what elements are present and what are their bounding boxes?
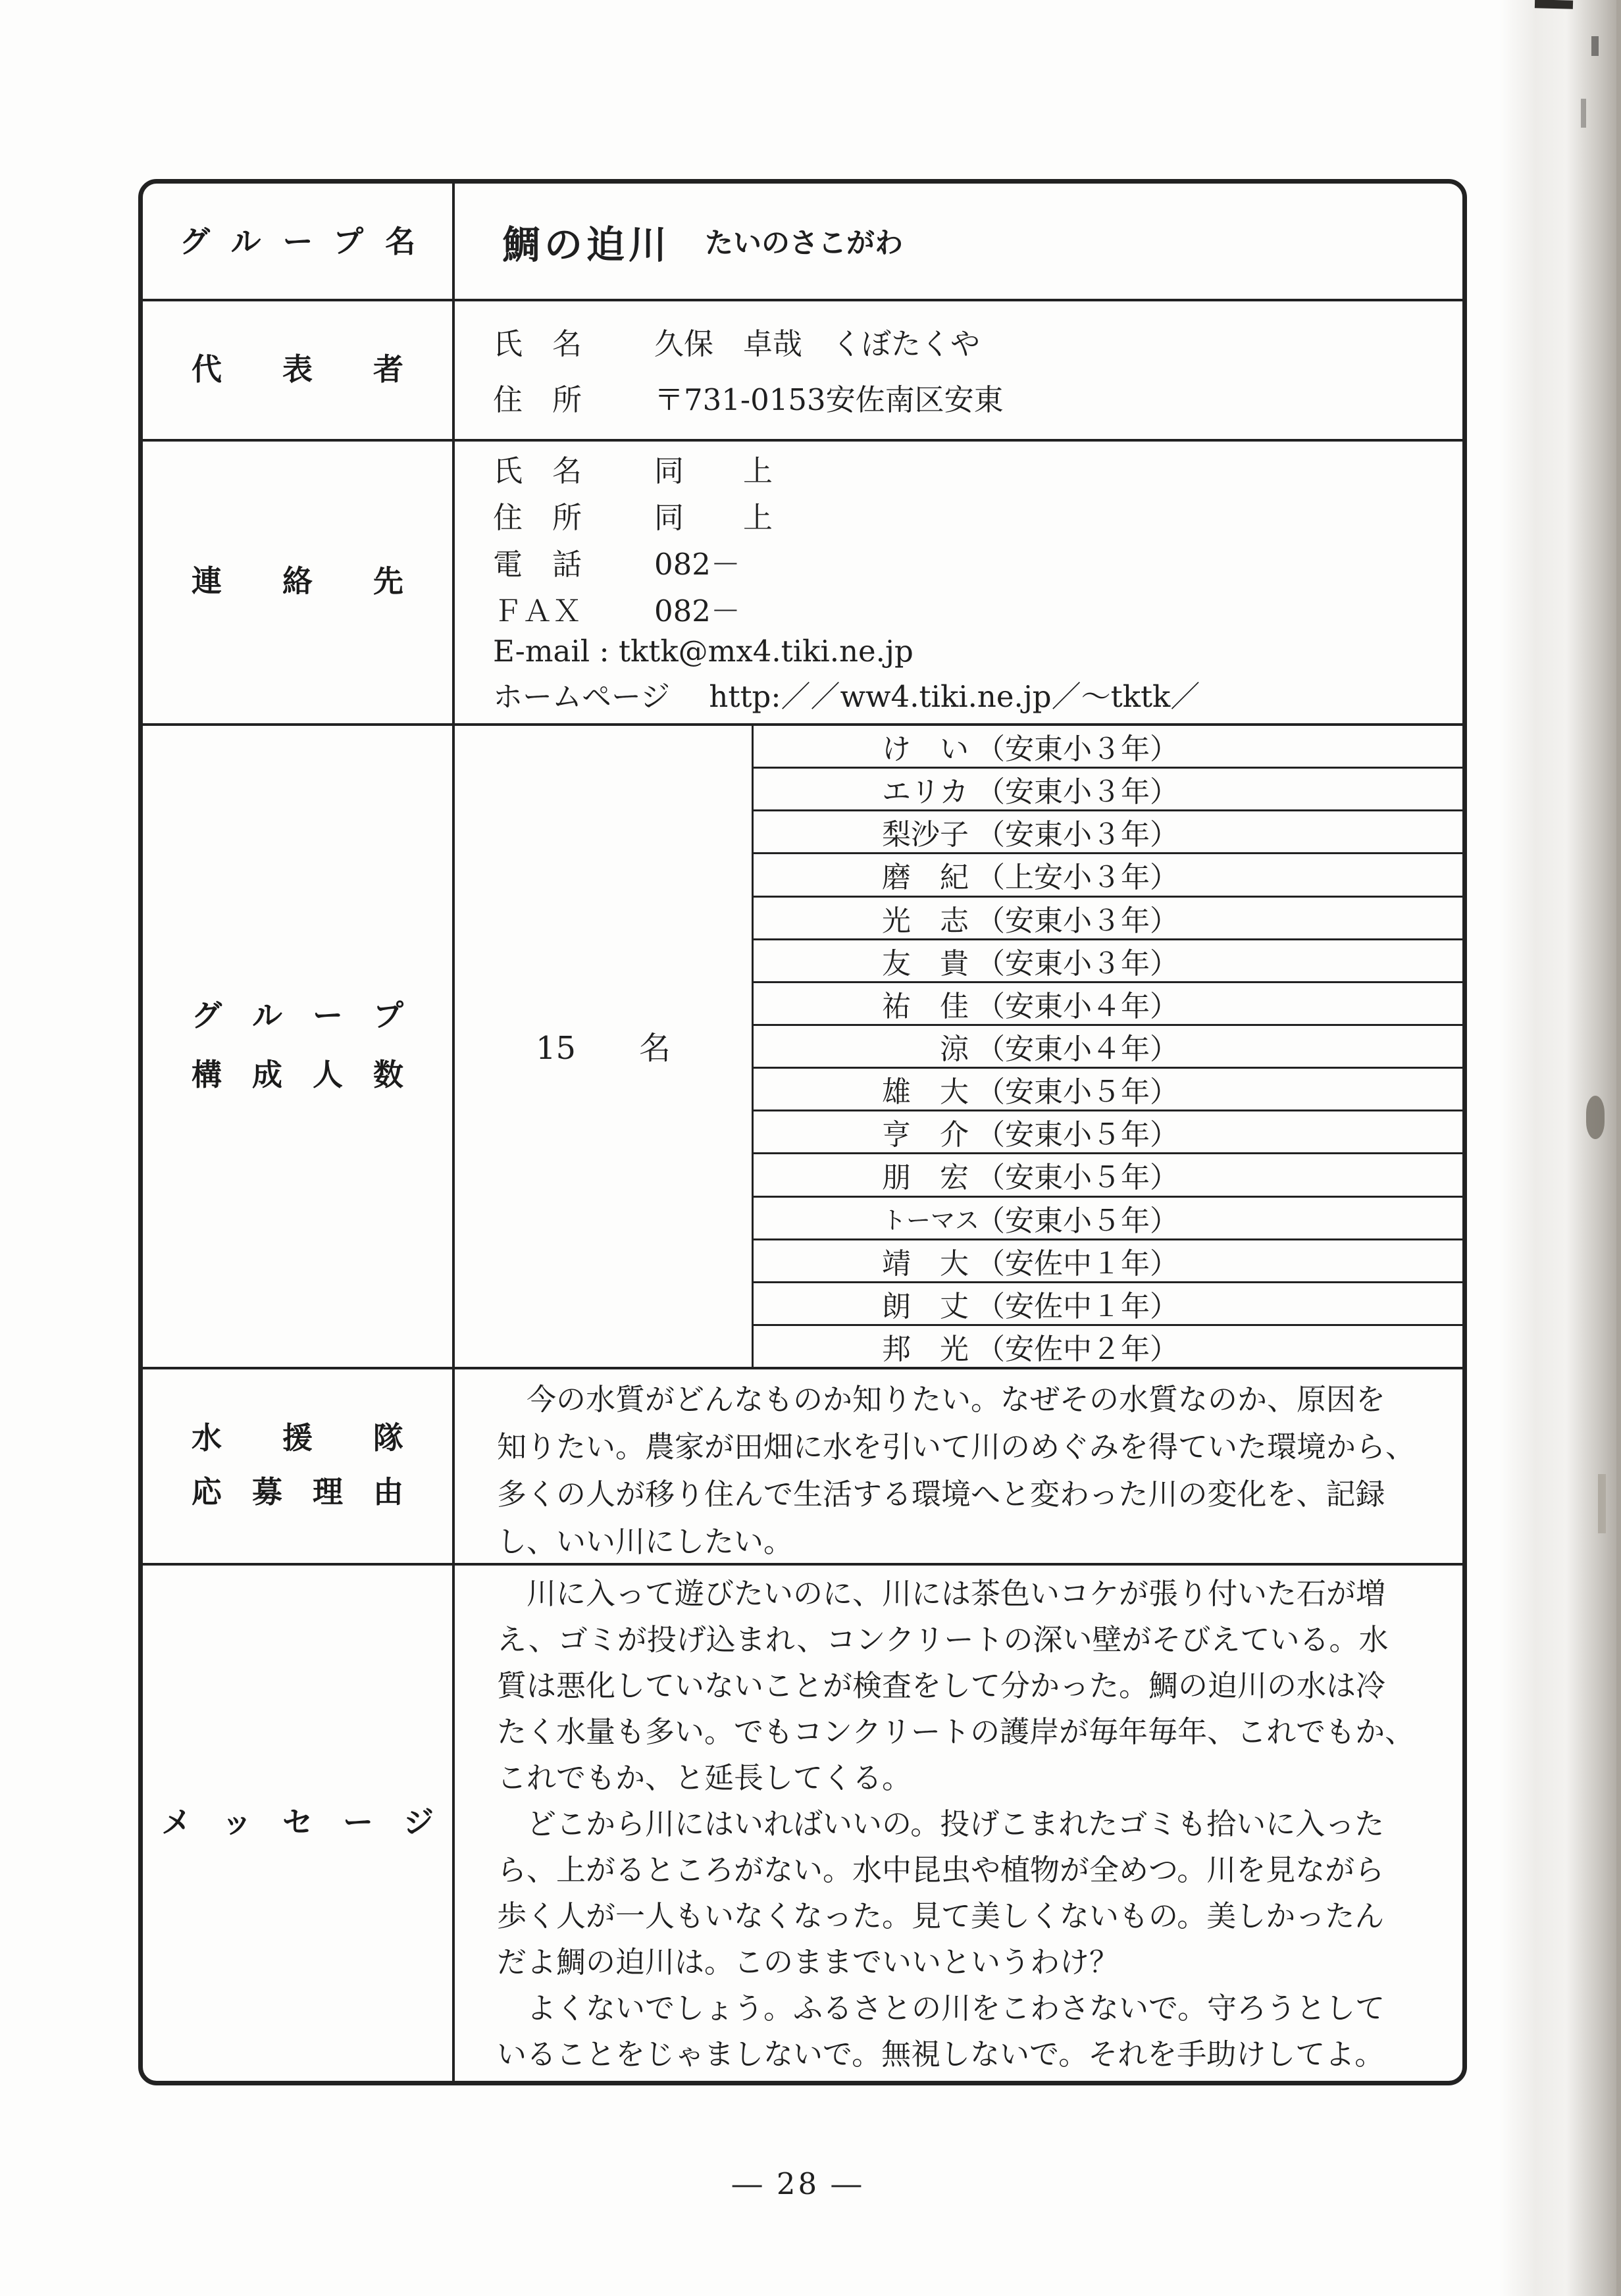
field-name (493, 447, 1462, 490)
member-grade: （安東小３年） (976, 946, 1179, 981)
member-name: 涼 (882, 1033, 969, 1067)
member-row (754, 726, 1462, 769)
member-grade: （安東小３年） (976, 904, 1179, 938)
text-line: どこから川にはいればいいの。投げこまれたゴミも拾いに入った (497, 1806, 1385, 1841)
group-name-kanji: 鯛の迫川 (502, 222, 671, 267)
scan-speck (1581, 99, 1586, 128)
reason-text (455, 1367, 1462, 1563)
label-group-name (143, 184, 452, 299)
member-name: 朋 宏 (882, 1161, 969, 1195)
member-name: トーマス (882, 1206, 979, 1235)
text-line: 今の水質がどんなものか知りたい。なぜその水質なのか、原因を (497, 1382, 1386, 1417)
scan-speck (1591, 36, 1599, 56)
member-grade: （安東小４年） (976, 989, 1179, 1023)
text-line: 多くの人が移り住んで生活する環境へと変わった川の変化を、記録 (497, 1477, 1385, 1512)
member-name: 雄 大 (882, 1075, 969, 1110)
label-text: グ ル ー プ (192, 998, 403, 1033)
text-line: 質は悪化していないことが検査をして分かった。鯛の迫川の水は冷 (497, 1668, 1386, 1703)
member-row (754, 1069, 1462, 1111)
member-list (754, 726, 1462, 1367)
field-label: 住 所 (493, 500, 582, 535)
label-member-count (143, 723, 452, 1367)
member-row (754, 1240, 1462, 1283)
field-label: ＦＡＸ (493, 594, 582, 628)
label-reason (143, 1367, 452, 1563)
field-fax (493, 587, 1462, 630)
group-name-value (455, 184, 1462, 299)
page-number: ― 28 ― (732, 2166, 864, 2201)
member-grade: （安東小５年） (976, 1204, 1179, 1238)
member-row (754, 769, 1462, 811)
text-line: よくないでしょう。ふるさとの川をこわさないで。守ろうとして (497, 1991, 1385, 2026)
field-value: 久保 卓哉 くぼたくや (654, 326, 981, 361)
member-name: 磨 紀 (882, 861, 969, 895)
member-row (754, 1111, 1462, 1154)
group-application-form-table (138, 179, 1467, 2085)
label-text: グループ名 (179, 223, 438, 259)
group-name-kana: たいのさこがわ (705, 227, 904, 260)
member-grade: （安東小３年） (976, 818, 1179, 852)
member-row (754, 940, 1462, 983)
scan-speck (1598, 1474, 1606, 1533)
text-line: 歩く人が一人もいなくなった。見て美しくないもの。美しかったん (497, 1899, 1385, 1933)
member-grade: （安佐中１年） (976, 1289, 1179, 1323)
text-line: 知りたい。農家が田畑に水を引いて川のめぐみを得ていた環境から、 (497, 1429, 1416, 1464)
label-text: 水 援 隊 (192, 1420, 403, 1456)
member-row (754, 1154, 1462, 1197)
text-line: だよ鯛の迫川は。このままでいいというわけ？ (497, 1945, 1119, 1979)
label-message (143, 1563, 452, 2081)
member-grade: （上安小３年） (976, 861, 1179, 895)
field-label: 住 所 (493, 382, 582, 417)
label-text: メ ッ セ ー ジ (161, 1804, 434, 1840)
member-name: 邦 光 (882, 1333, 969, 1367)
text-line: え、ゴミが投げ込まれ、コンクリートの深い壁がそびえている。水 (497, 1622, 1389, 1657)
member-row (754, 1283, 1462, 1326)
field-value: 同 上 (654, 453, 773, 488)
field-value: 同 上 (654, 500, 773, 535)
member-grade: （安東小３年） (976, 775, 1179, 809)
field-value: 〒731-0153安佐南区安東 (654, 382, 1004, 417)
label-text: 構 成 人 数 (192, 1057, 403, 1092)
text-line: これでもか、と延長してくる。 (497, 1760, 912, 1795)
member-row (754, 983, 1462, 1026)
member-name: 友 貴 (882, 946, 969, 981)
page-edge-shadow (1499, 0, 1621, 2296)
text-line: たく水量も多い。でもコンクリートの護岸が毎年毎年、これでもか、 (497, 1714, 1415, 1749)
member-name: 梨沙子 (882, 818, 969, 852)
text-line: ら、上がるところがない。水中昆虫や植物が全めつ。川を見ながら (497, 1852, 1385, 1887)
member-grade: （安佐中１年） (976, 1246, 1179, 1281)
member-row (754, 854, 1462, 897)
member-count-value: 15 名 (535, 1029, 671, 1067)
member-grade: （安東小５年） (976, 1161, 1179, 1195)
label-text: 連 絡 先 (192, 563, 403, 599)
field-label: 氏 名 (493, 453, 582, 488)
member-name: け い (882, 732, 969, 767)
field-name (493, 320, 1462, 363)
member-name: 朗 丈 (882, 1289, 969, 1323)
member-row (754, 811, 1462, 854)
text-line: 川に入って遊びたいのに、川には茶色いコケが張り付いた石が増 (497, 1576, 1386, 1611)
member-name: エリカ (882, 775, 969, 809)
text-line: し、いい川にしたい。 (497, 1524, 794, 1559)
field-address (493, 376, 1462, 419)
representative-fields (455, 299, 1462, 439)
member-name: 靖 大 (882, 1246, 969, 1281)
member-row (754, 1326, 1462, 1367)
field-homepage: ホームページ http:／／ww4.tiki.ne.jp／～tktk／ (493, 679, 1200, 714)
field-email: E-mail : tktk@mx4.tiki.ne.jp (493, 634, 913, 669)
member-name: 祐 佳 (882, 989, 969, 1023)
member-row (754, 898, 1462, 940)
label-text: 応 募 理 由 (192, 1474, 403, 1510)
field-value: 082－ (654, 594, 740, 628)
member-name: 亨 介 (882, 1118, 969, 1152)
contact-fields (455, 439, 1462, 723)
field-phone (493, 540, 1462, 583)
field-label: 氏 名 (493, 326, 582, 361)
text-line: いることをじゃましないで。無視しないで。それを手助けしてよ。 (497, 2037, 1385, 2072)
message-text (455, 1563, 1462, 2081)
member-grade: （安佐中２年） (976, 1333, 1179, 1367)
field-value: 082－ (654, 547, 740, 582)
member-grade: （安東小４年） (976, 1033, 1179, 1067)
label-contact (143, 439, 452, 723)
label-text: 代 表 者 (192, 351, 403, 387)
label-representative (143, 299, 452, 439)
member-grade: （安東小３年） (976, 732, 1179, 767)
member-row (754, 1026, 1462, 1069)
member-name: 光 志 (882, 904, 969, 938)
scan-speck (1535, 0, 1573, 9)
page-edge-line (1616, 0, 1621, 2296)
member-grade: （安東小５年） (976, 1118, 1179, 1152)
member-grade: （安東小５年） (976, 1075, 1179, 1110)
scan-speck (1586, 1096, 1605, 1139)
field-label: 電 話 (493, 547, 582, 582)
member-row (754, 1198, 1462, 1240)
field-address (493, 494, 1462, 536)
